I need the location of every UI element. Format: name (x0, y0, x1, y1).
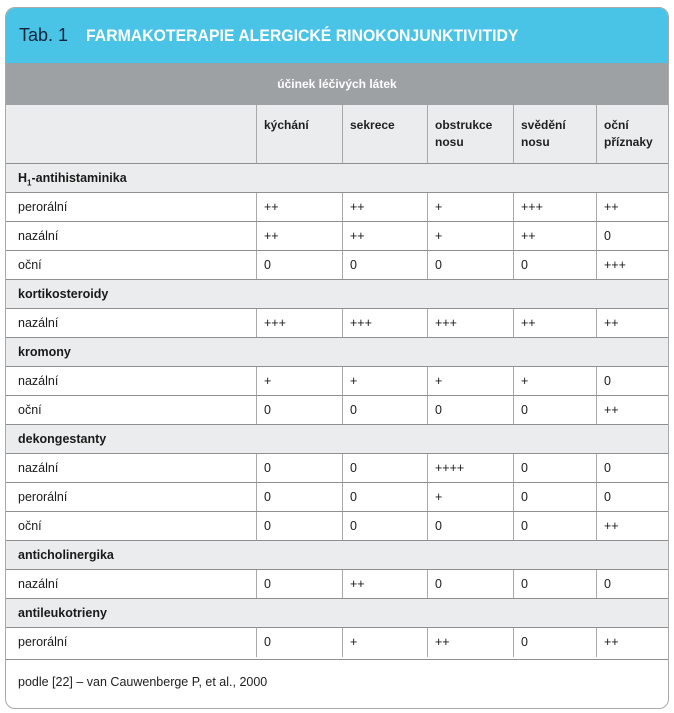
cell-value: 0 (604, 490, 611, 504)
cell-value: ++ (350, 229, 365, 243)
cell-value: 0 (264, 403, 271, 417)
column-divider (256, 570, 257, 599)
cell-value: 0 (604, 577, 611, 591)
row-label: nazální (18, 229, 59, 243)
column-divider (427, 105, 428, 163)
table-row (6, 453, 668, 483)
cell-value: ++ (521, 316, 536, 330)
cell-value: ++ (264, 229, 279, 243)
column-divider (256, 251, 257, 280)
row-label: nazální (18, 374, 59, 388)
cell-value: 0 (521, 258, 528, 272)
column-divider (256, 396, 257, 425)
row-label: nazální (18, 316, 59, 330)
cell-value: ++ (604, 519, 619, 533)
column-divider (596, 193, 597, 222)
cell-value: 0 (604, 461, 611, 475)
cell-value: 0 (435, 403, 442, 417)
footnote-divider (6, 659, 668, 660)
column-divider (342, 251, 343, 280)
cell-value: 0 (521, 635, 528, 649)
column-divider (427, 367, 428, 396)
cell-value: + (264, 374, 272, 388)
row-label: perorální (18, 200, 68, 214)
column-divider (342, 309, 343, 338)
column-divider (513, 396, 514, 425)
cell-value: ++ (350, 577, 365, 591)
table-title: FARMAKOTERAPIE ALERGICKÉ RINOKONJUNKTIVITIDY (86, 25, 519, 45)
column-divider (596, 454, 597, 483)
cell-value: 0 (264, 635, 271, 649)
cell-value: 0 (521, 519, 528, 533)
cell-value: 0 (521, 461, 528, 475)
column-divider (342, 483, 343, 512)
table-row (6, 569, 668, 599)
column-divider (596, 105, 597, 163)
column-divider (256, 483, 257, 512)
section-row (6, 337, 668, 367)
column-divider (256, 454, 257, 483)
column-divider (513, 454, 514, 483)
column-divider (256, 367, 257, 396)
row-label: oční (18, 403, 42, 417)
cell-value: + (435, 200, 443, 214)
column-divider (513, 367, 514, 396)
column-divider (256, 105, 257, 163)
column-divider (596, 512, 597, 541)
section-label: kortikosteroidy (18, 287, 109, 301)
column-divider (427, 454, 428, 483)
cell-value: ++ (604, 403, 619, 417)
column-divider (513, 512, 514, 541)
section-label: anticholinergika (18, 548, 114, 562)
cell-value: ++ (350, 200, 365, 214)
cell-value: 0 (350, 258, 357, 272)
cell-value: 0 (264, 519, 271, 533)
column-header-4 (604, 117, 653, 151)
section-row (6, 279, 668, 309)
column-divider (513, 251, 514, 280)
column-divider (513, 193, 514, 222)
column-divider (427, 512, 428, 541)
column-header-0 (264, 117, 309, 134)
cell-value: + (350, 635, 358, 649)
cell-value: 0 (350, 519, 357, 533)
table-row (6, 482, 668, 512)
column-divider (513, 309, 514, 338)
column-divider (596, 628, 597, 657)
section-label: $H_1$-antihistaminika (18, 171, 127, 188)
column-divider (596, 396, 597, 425)
table-row (6, 192, 668, 222)
group-header (6, 63, 668, 105)
cell-value: 0 (521, 577, 528, 591)
table-row (6, 511, 668, 541)
row-label: oční (18, 258, 42, 272)
column-divider (427, 222, 428, 251)
column-header-line1: oční (604, 118, 629, 132)
section-row (6, 163, 668, 193)
row-label: nazální (18, 461, 59, 475)
cell-value: 0 (435, 577, 442, 591)
table-row (6, 395, 668, 425)
cell-value: ++ (435, 635, 450, 649)
cell-value: 0 (521, 403, 528, 417)
row-label: perorální (18, 490, 68, 504)
cell-value: +++ (435, 316, 457, 330)
cell-value: +++ (521, 200, 543, 214)
cell-value: + (521, 374, 529, 388)
column-divider (342, 193, 343, 222)
footnote: podle [22] – van Cauwenberge P, et al., 2000 (18, 675, 268, 689)
cell-value: ++++ (435, 461, 465, 475)
cell-value: 0 (350, 461, 357, 475)
cell-value: +++ (264, 316, 286, 330)
cell-value: 0 (264, 258, 271, 272)
cell-value: ++ (521, 229, 536, 243)
cell-value: 0 (350, 403, 357, 417)
column-header-row (6, 105, 668, 163)
column-divider (427, 396, 428, 425)
cell-value: 0 (435, 258, 442, 272)
column-divider (256, 222, 257, 251)
column-divider (342, 628, 343, 657)
table-row (6, 627, 668, 657)
column-divider (596, 222, 597, 251)
column-header-2 (435, 117, 492, 151)
cell-value: 0 (604, 229, 611, 243)
column-divider (513, 483, 514, 512)
cell-value: + (435, 229, 443, 243)
cell-value: ++ (604, 635, 619, 649)
section-row (6, 540, 668, 570)
section-row (6, 598, 668, 628)
cell-value: ++ (604, 200, 619, 214)
column-divider (427, 483, 428, 512)
group-header-label: účinek léčivých látek (277, 77, 397, 91)
cell-value: 0 (264, 577, 271, 591)
column-divider (342, 512, 343, 541)
column-header-line2: příznaky (604, 135, 653, 149)
cell-value: 0 (264, 490, 271, 504)
table-row (6, 308, 668, 338)
column-divider (513, 105, 514, 163)
column-divider (342, 222, 343, 251)
column-divider (513, 222, 514, 251)
column-divider (427, 309, 428, 338)
column-divider (256, 512, 257, 541)
column-divider (342, 396, 343, 425)
column-header-line2: nosu (521, 135, 550, 149)
cell-value: +++ (604, 258, 626, 272)
column-divider (342, 570, 343, 599)
column-divider (596, 251, 597, 280)
table-row (6, 366, 668, 396)
row-label: nazální (18, 577, 59, 591)
section-label: kromony (18, 345, 71, 359)
title-bar (6, 8, 668, 63)
column-divider (256, 193, 257, 222)
cell-value: 0 (604, 374, 611, 388)
column-header-line1: sekrece (350, 118, 395, 132)
column-divider (342, 367, 343, 396)
row-label: perorální (18, 635, 68, 649)
cell-value: + (435, 374, 443, 388)
table-number: Tab. 1 (19, 25, 69, 45)
cell-value: ++ (264, 200, 279, 214)
column-divider (342, 105, 343, 163)
table-row (6, 250, 668, 280)
column-divider (596, 309, 597, 338)
cell-value: + (435, 490, 443, 504)
cell-value: +++ (350, 316, 372, 330)
column-header-line2: nosu (435, 135, 464, 149)
section-label: antileukotrieny (18, 606, 107, 620)
section-row (6, 424, 668, 454)
table-card (5, 7, 669, 709)
column-header-line1: kýchání (264, 118, 309, 132)
cell-value: 0 (521, 490, 528, 504)
column-divider (427, 251, 428, 280)
cell-value: 0 (350, 490, 357, 504)
cell-value: ++ (604, 316, 619, 330)
cell-value: 0 (435, 519, 442, 533)
column-divider (427, 193, 428, 222)
row-label: oční (18, 519, 42, 533)
column-divider (256, 309, 257, 338)
column-header-1 (350, 117, 395, 134)
column-divider (256, 628, 257, 657)
section-label: dekongestanty (18, 432, 107, 446)
cell-value: + (350, 374, 358, 388)
table-row (6, 221, 668, 251)
column-divider (513, 628, 514, 657)
column-header-line1: obstrukce (435, 118, 493, 132)
column-header-line1: svědění (521, 118, 566, 132)
column-divider (596, 483, 597, 512)
column-divider (596, 367, 597, 396)
column-divider (427, 570, 428, 599)
cell-value: 0 (264, 461, 271, 475)
column-divider (427, 628, 428, 657)
column-divider (596, 570, 597, 599)
column-header-3 (521, 117, 566, 151)
column-divider (342, 454, 343, 483)
column-divider (513, 570, 514, 599)
